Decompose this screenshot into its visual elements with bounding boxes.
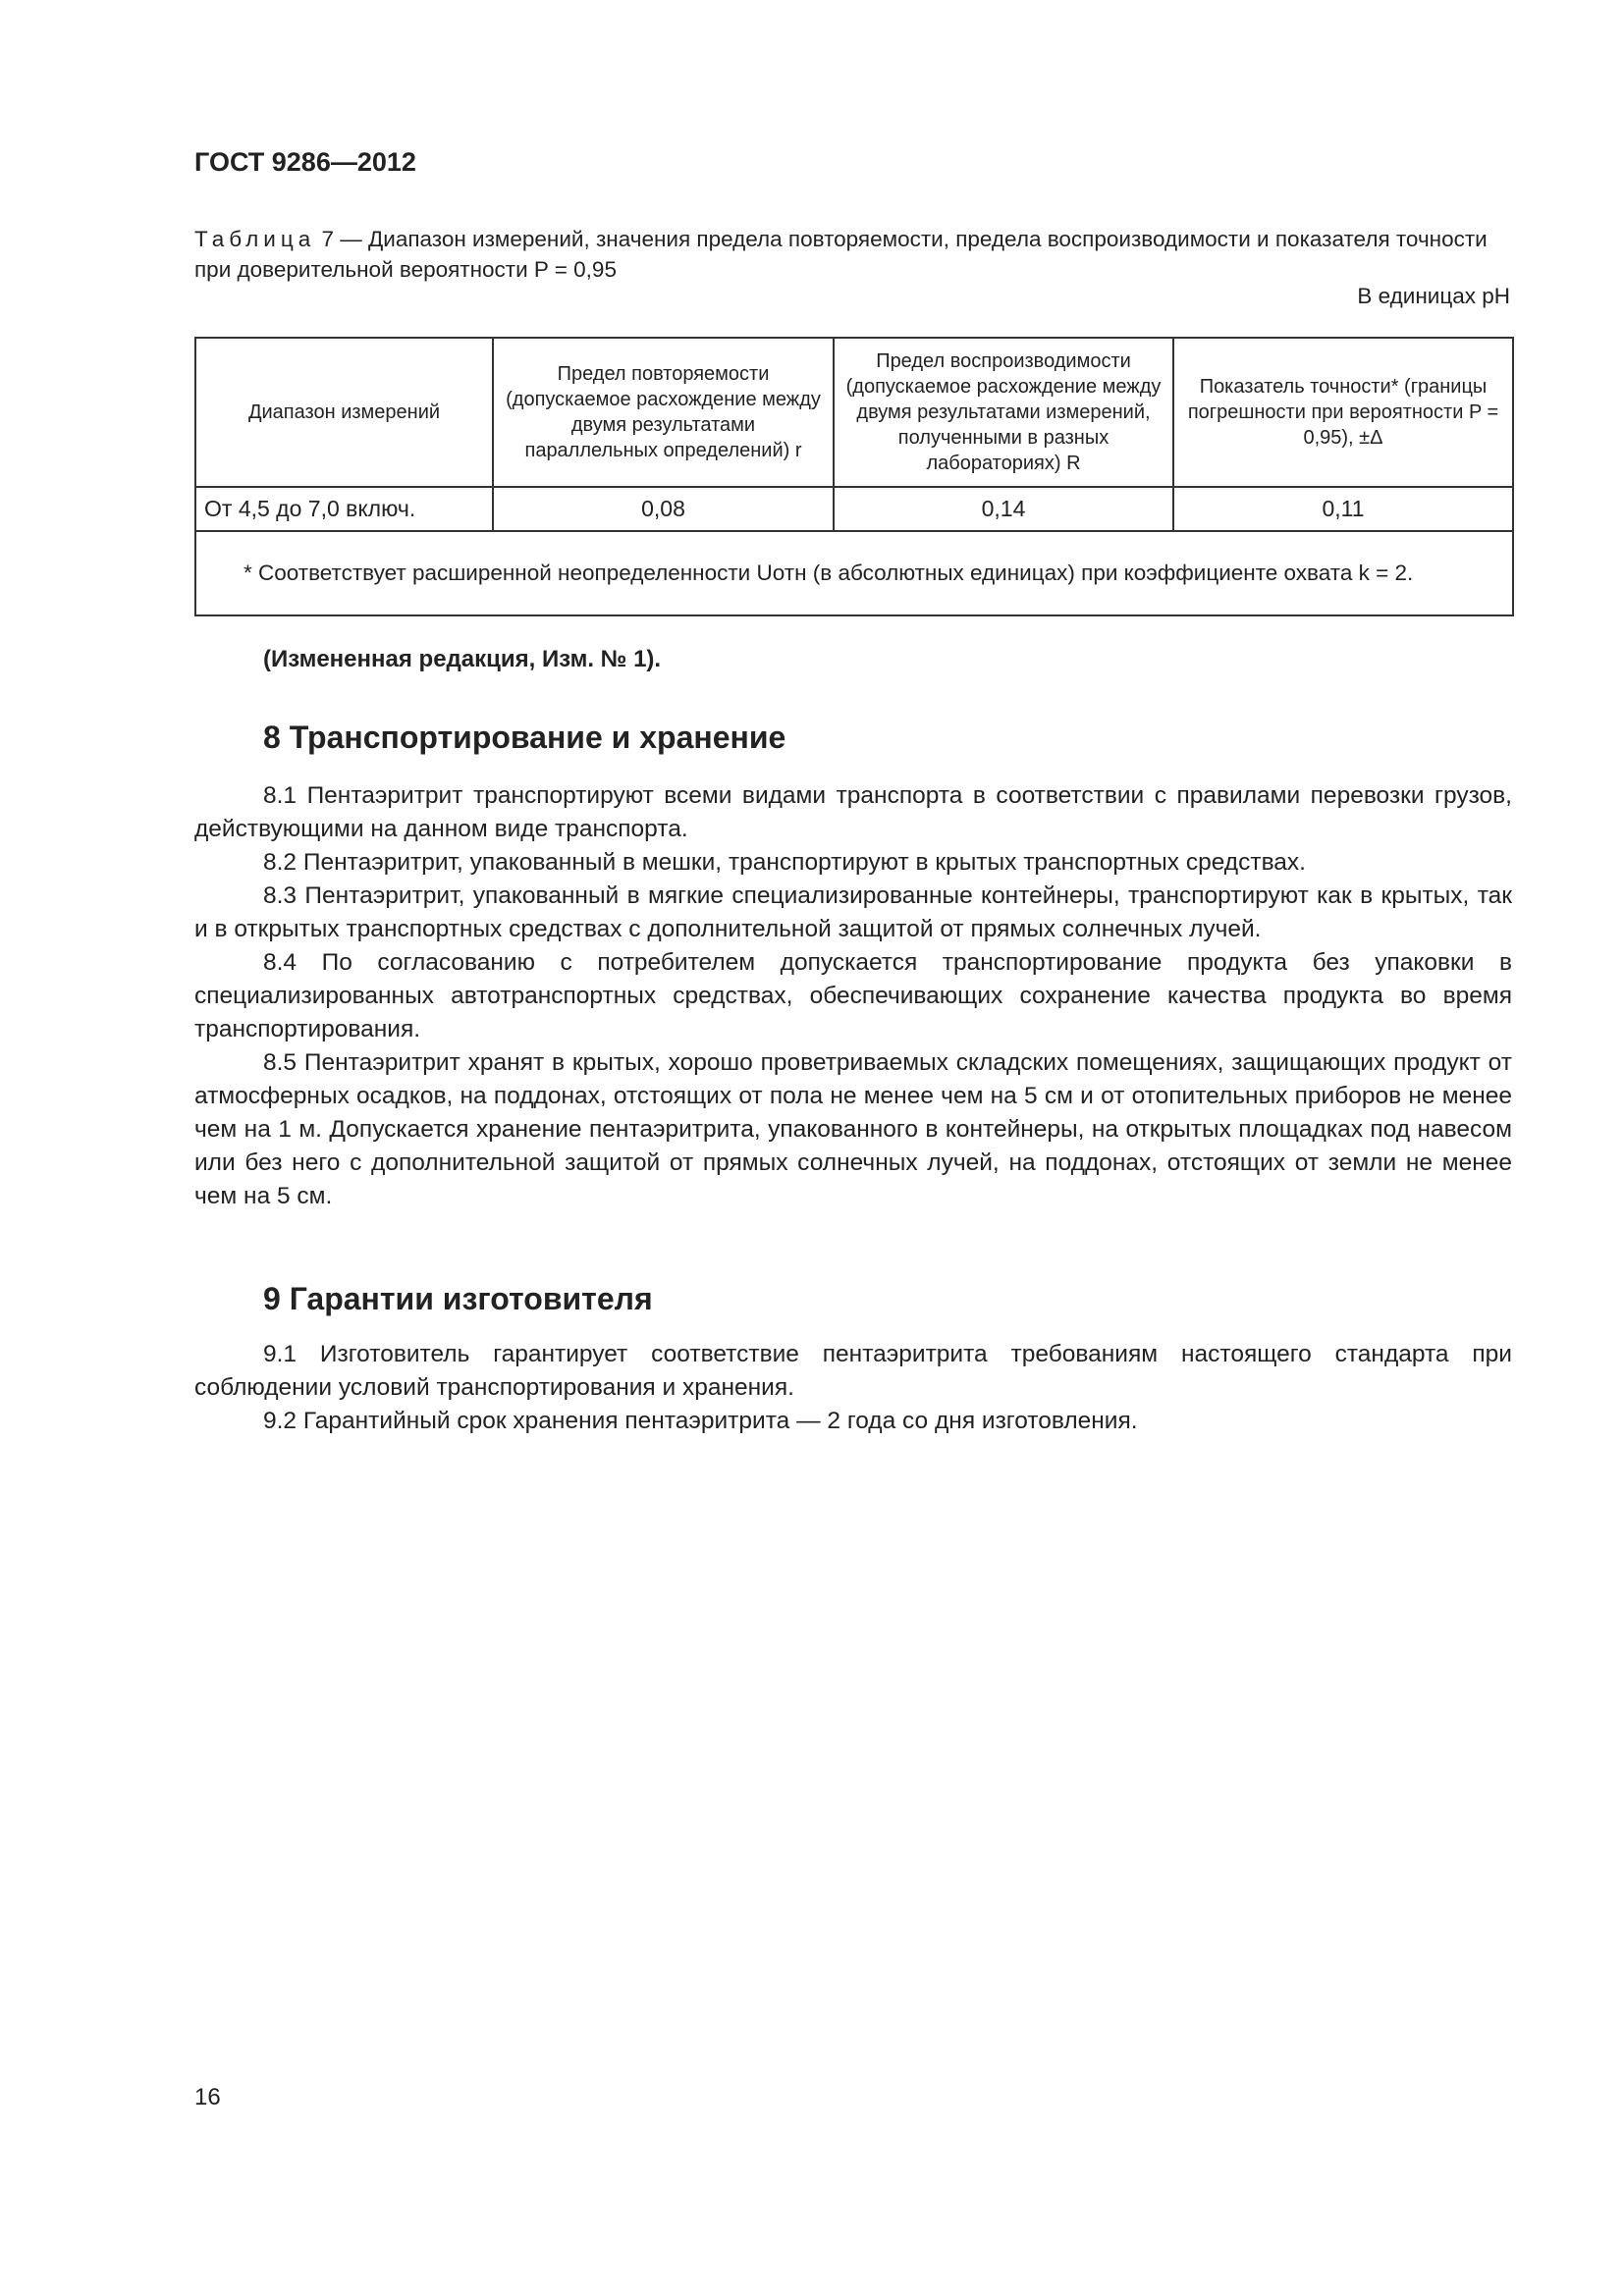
amendment-note: (Измененная редакция, Изм. № 1). — [263, 646, 662, 672]
table-caption — [194, 224, 1510, 285]
paragraph: 8.4 По согласованию с потребителем допускается транспортирование продукта без упаковки в специализированных автотранспортных средствах, обеспечивающих сохранение качества продукта во время транспортирования. — [194, 949, 1512, 1042]
section-8-title: 8 Транспортирование и хранение — [263, 720, 786, 755]
page-number: 16 — [194, 2084, 221, 2110]
table-caption-text: 7 — Диапазон измерений, значения предела повторяемости, предела воспроизводимости и показателя точности при доверительной вероятности P = 0,95 — [194, 227, 1488, 282]
table-cell: От 4,5 до 7,0 включ. — [195, 487, 493, 531]
measurement-table — [194, 337, 1514, 616]
column-header: Предел повторяемости (допускаемое расхождение между двумя результатами параллельных определений) r — [493, 338, 834, 487]
table-footnote-text: * Соответствует расширенной неопределенности Uотн (в абсолютных единицах) при коэффициенте охвата k = 2. — [244, 561, 1414, 585]
table-footnote-row — [195, 531, 1513, 615]
section-8-body — [194, 779, 1512, 1213]
paragraph: 8.5 Пентаэритрит хранят в крытых, хорошо проветриваемых складских помещениях, защищающих продукт от атмосферных осадков, на поддонах, отстоящих от пола не менее чем на 5 см и от отопительных приборов не менее чем на 1 м. Допускается хранение пентаэритрита, упакованного в контейнеры, на открытых площадках под навесом или без него с дополнительной защитой от прямых солнечных лучей, на поддонах, отстоящих от земли не менее чем на 5 см. — [194, 1049, 1512, 1209]
table-label: Таблица — [194, 227, 316, 251]
paragraph: 8.2 Пентаэритрит, упакованный в мешки, транспортируют в крытых транспортных средствах. — [263, 849, 1306, 876]
paragraph: 9.2 Гарантийный срок хранения пентаэритрита — 2 года со дня изготовления. — [263, 1408, 1138, 1434]
document-header: ГОСТ 9286—2012 — [194, 147, 416, 177]
table-cell: 0,11 — [1173, 487, 1513, 531]
table-cell: 0,14 — [834, 487, 1173, 531]
column-header: Предел воспроизводимости (допускаемое расхождение между двумя результатами измерений, полученными в разных лабораториях) R — [834, 338, 1173, 487]
column-header: Диапазон измерений — [195, 338, 493, 487]
section-9-title: 9 Гарантии изготовителя — [263, 1281, 653, 1316]
section-9-body — [194, 1338, 1512, 1438]
paragraph: 8.1 Пентаэритрит транспортируют всеми видами транспорта в соответствии с правилами перевозки грузов, действующими на данном виде транспорта. — [194, 782, 1512, 842]
column-header: Показатель точности* (границы погрешности при вероятности P = 0,95), ±Δ — [1173, 338, 1513, 487]
table-footnote — [195, 531, 1513, 615]
table-row — [195, 487, 1513, 531]
table-cell: 0,08 — [493, 487, 834, 531]
paragraph: 8.3 Пентаэритрит, упакованный в мягкие специализированные контейнеры, транспортируют как в крытых, так и в открытых транспортных средствах с дополнительной защитой от прямых солнечных лучей. — [194, 882, 1512, 942]
table-units: В единицах pH — [1357, 284, 1510, 308]
paragraph: 9.1 Изготовитель гарантирует соответствие пентаэритрита требованиям настоящего стандарта при соблюдении условий транспортирования и хранения. — [194, 1341, 1512, 1401]
table-header-row — [195, 338, 1513, 487]
